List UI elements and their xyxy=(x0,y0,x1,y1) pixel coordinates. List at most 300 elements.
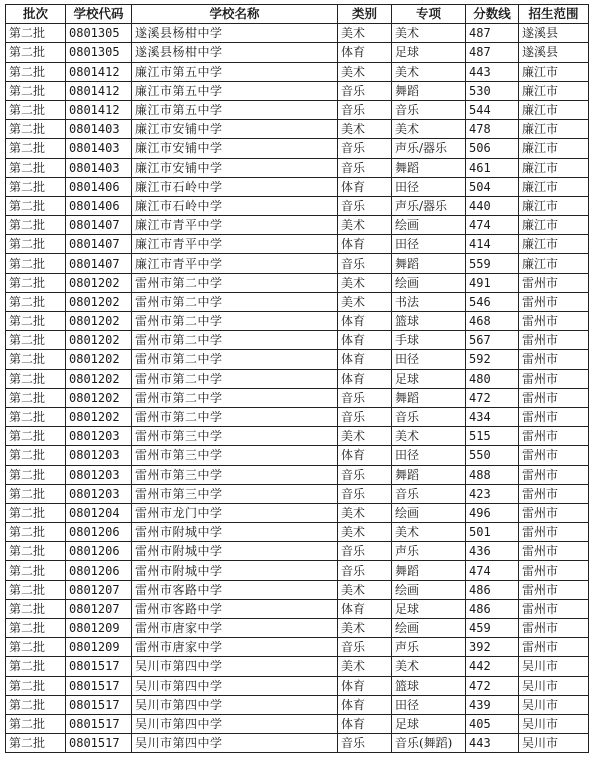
cell-school-name: 雷州市客路中学 xyxy=(132,599,338,618)
table-row xyxy=(6,503,589,522)
cell-batch: 第二批 xyxy=(6,599,66,618)
cell-enrollment-range: 雷州市 xyxy=(519,542,589,561)
cell-category: 音乐 xyxy=(338,407,392,426)
cell-specialty: 绘画 xyxy=(392,580,466,599)
cell-category: 体育 xyxy=(338,235,392,254)
table-row xyxy=(6,350,589,369)
cell-score-line: 544 xyxy=(466,100,519,119)
cell-score-line: 439 xyxy=(466,695,519,714)
cell-school-code: 0801202 xyxy=(66,369,132,388)
cell-batch: 第二批 xyxy=(6,312,66,331)
header-school-name: 学校名称 xyxy=(132,5,338,24)
cell-specialty: 舞蹈 xyxy=(392,388,466,407)
table-row xyxy=(6,216,589,235)
cell-batch: 第二批 xyxy=(6,139,66,158)
cell-batch: 第二批 xyxy=(6,120,66,139)
cell-score-line: 474 xyxy=(466,216,519,235)
cell-school-name: 廉江市石岭中学 xyxy=(132,196,338,215)
table-row xyxy=(6,695,589,714)
cell-enrollment-range: 雷州市 xyxy=(519,580,589,599)
cell-school-code: 0801203 xyxy=(66,465,132,484)
cell-specialty: 田径 xyxy=(392,177,466,196)
cell-category: 音乐 xyxy=(338,734,392,753)
cell-score-line: 405 xyxy=(466,714,519,733)
cell-enrollment-range: 吴川市 xyxy=(519,714,589,733)
table-row xyxy=(6,427,589,446)
admission-score-table xyxy=(5,4,589,753)
cell-specialty: 声乐 xyxy=(392,542,466,561)
cell-enrollment-range: 雷州市 xyxy=(519,484,589,503)
cell-batch: 第二批 xyxy=(6,734,66,753)
cell-school-code: 0801202 xyxy=(66,388,132,407)
cell-school-code: 0801412 xyxy=(66,100,132,119)
cell-specialty: 美术 xyxy=(392,523,466,542)
cell-score-line: 546 xyxy=(466,292,519,311)
table-row xyxy=(6,120,589,139)
cell-enrollment-range: 雷州市 xyxy=(519,465,589,484)
header-score-line: 分数线 xyxy=(466,5,519,24)
cell-enrollment-range: 雷州市 xyxy=(519,292,589,311)
cell-school-code: 0801206 xyxy=(66,523,132,542)
cell-category: 美术 xyxy=(338,120,392,139)
cell-school-name: 雷州市客路中学 xyxy=(132,580,338,599)
cell-specialty: 田径 xyxy=(392,446,466,465)
cell-batch: 第二批 xyxy=(6,484,66,503)
table-row xyxy=(6,407,589,426)
table-row xyxy=(6,657,589,676)
cell-specialty: 美术 xyxy=(392,24,466,43)
cell-batch: 第二批 xyxy=(6,523,66,542)
cell-school-name: 雷州市第二中学 xyxy=(132,273,338,292)
cell-school-code: 0801202 xyxy=(66,292,132,311)
cell-school-code: 0801305 xyxy=(66,43,132,62)
cell-batch: 第二批 xyxy=(6,561,66,580)
cell-category: 体育 xyxy=(338,331,392,350)
cell-category: 美术 xyxy=(338,503,392,522)
cell-score-line: 515 xyxy=(466,427,519,446)
cell-school-name: 廉江市第五中学 xyxy=(132,81,338,100)
table-row xyxy=(6,446,589,465)
cell-batch: 第二批 xyxy=(6,580,66,599)
cell-score-line: 434 xyxy=(466,407,519,426)
cell-category: 音乐 xyxy=(338,81,392,100)
cell-school-code: 0801203 xyxy=(66,427,132,446)
cell-school-name: 雷州市第二中学 xyxy=(132,350,338,369)
table-row xyxy=(6,714,589,733)
cell-specialty: 绘画 xyxy=(392,619,466,638)
cell-specialty: 田径 xyxy=(392,695,466,714)
cell-score-line: 559 xyxy=(466,254,519,273)
table-row xyxy=(6,580,589,599)
cell-school-code: 0801517 xyxy=(66,714,132,733)
cell-score-line: 440 xyxy=(466,196,519,215)
cell-school-code: 0801207 xyxy=(66,599,132,618)
cell-score-line: 423 xyxy=(466,484,519,503)
cell-school-name: 雷州市附城中学 xyxy=(132,523,338,542)
table-row xyxy=(6,599,589,618)
cell-enrollment-range: 雷州市 xyxy=(519,407,589,426)
cell-enrollment-range: 廉江市 xyxy=(519,235,589,254)
cell-school-code: 0801407 xyxy=(66,254,132,273)
cell-school-name: 廉江市安铺中学 xyxy=(132,120,338,139)
cell-category: 体育 xyxy=(338,177,392,196)
cell-school-name: 雷州市第二中学 xyxy=(132,407,338,426)
cell-category: 音乐 xyxy=(338,638,392,657)
cell-specialty: 音乐 xyxy=(392,484,466,503)
cell-specialty: 足球 xyxy=(392,43,466,62)
cell-category: 体育 xyxy=(338,714,392,733)
cell-school-code: 0801406 xyxy=(66,196,132,215)
cell-category: 体育 xyxy=(338,350,392,369)
table-row xyxy=(6,388,589,407)
cell-enrollment-range: 雷州市 xyxy=(519,388,589,407)
table-row xyxy=(6,177,589,196)
cell-score-line: 392 xyxy=(466,638,519,657)
cell-batch: 第二批 xyxy=(6,158,66,177)
cell-enrollment-range: 吴川市 xyxy=(519,734,589,753)
cell-specialty: 绘画 xyxy=(392,216,466,235)
cell-batch: 第二批 xyxy=(6,714,66,733)
cell-specialty: 美术 xyxy=(392,427,466,446)
cell-enrollment-range: 雷州市 xyxy=(519,427,589,446)
table-body xyxy=(6,24,589,753)
cell-enrollment-range: 廉江市 xyxy=(519,196,589,215)
table-row xyxy=(6,62,589,81)
cell-school-code: 0801403 xyxy=(66,120,132,139)
cell-category: 美术 xyxy=(338,619,392,638)
cell-school-code: 0801517 xyxy=(66,676,132,695)
table-row xyxy=(6,523,589,542)
cell-school-code: 0801202 xyxy=(66,273,132,292)
cell-enrollment-range: 雷州市 xyxy=(519,331,589,350)
cell-category: 美术 xyxy=(338,24,392,43)
cell-category: 音乐 xyxy=(338,139,392,158)
cell-score-line: 486 xyxy=(466,580,519,599)
cell-score-line: 504 xyxy=(466,177,519,196)
cell-batch: 第二批 xyxy=(6,388,66,407)
cell-category: 体育 xyxy=(338,369,392,388)
cell-school-name: 吴川市第四中学 xyxy=(132,734,338,753)
cell-batch: 第二批 xyxy=(6,235,66,254)
cell-category: 美术 xyxy=(338,523,392,542)
table-row xyxy=(6,465,589,484)
cell-category: 音乐 xyxy=(338,542,392,561)
cell-category: 体育 xyxy=(338,43,392,62)
cell-enrollment-range: 廉江市 xyxy=(519,177,589,196)
cell-school-name: 吴川市第四中学 xyxy=(132,714,338,733)
cell-score-line: 487 xyxy=(466,43,519,62)
table-row xyxy=(6,542,589,561)
cell-specialty: 声乐/器乐 xyxy=(392,139,466,158)
cell-score-line: 468 xyxy=(466,312,519,331)
cell-enrollment-range: 雷州市 xyxy=(519,599,589,618)
cell-category: 美术 xyxy=(338,216,392,235)
cell-school-name: 雷州市唐家中学 xyxy=(132,638,338,657)
cell-enrollment-range: 雷州市 xyxy=(519,503,589,522)
cell-score-line: 443 xyxy=(466,62,519,81)
cell-category: 体育 xyxy=(338,695,392,714)
cell-school-name: 吴川市第四中学 xyxy=(132,676,338,695)
cell-score-line: 443 xyxy=(466,734,519,753)
header-row xyxy=(6,5,589,24)
cell-school-name: 吴川市第四中学 xyxy=(132,657,338,676)
cell-school-name: 雷州市第二中学 xyxy=(132,292,338,311)
table-row xyxy=(6,254,589,273)
cell-enrollment-range: 廉江市 xyxy=(519,120,589,139)
cell-batch: 第二批 xyxy=(6,62,66,81)
cell-category: 音乐 xyxy=(338,100,392,119)
cell-category: 音乐 xyxy=(338,158,392,177)
cell-school-name: 雷州市唐家中学 xyxy=(132,619,338,638)
cell-enrollment-range: 雷州市 xyxy=(519,350,589,369)
cell-school-name: 廉江市安铺中学 xyxy=(132,158,338,177)
cell-score-line: 472 xyxy=(466,388,519,407)
table-row xyxy=(6,81,589,100)
cell-enrollment-range: 雷州市 xyxy=(519,619,589,638)
cell-school-name: 雷州市第三中学 xyxy=(132,427,338,446)
table-row xyxy=(6,100,589,119)
cell-school-name: 廉江市第五中学 xyxy=(132,62,338,81)
cell-enrollment-range: 遂溪县 xyxy=(519,24,589,43)
table-row xyxy=(6,331,589,350)
cell-specialty: 音乐(舞蹈) xyxy=(392,734,466,753)
cell-batch: 第二批 xyxy=(6,331,66,350)
cell-school-name: 廉江市第五中学 xyxy=(132,100,338,119)
cell-school-name: 雷州市附城中学 xyxy=(132,561,338,580)
table-row xyxy=(6,619,589,638)
cell-school-name: 雷州市第二中学 xyxy=(132,331,338,350)
cell-score-line: 461 xyxy=(466,158,519,177)
cell-school-name: 吴川市第四中学 xyxy=(132,695,338,714)
table-row xyxy=(6,24,589,43)
cell-category: 美术 xyxy=(338,292,392,311)
header-category: 类别 xyxy=(338,5,392,24)
cell-batch: 第二批 xyxy=(6,465,66,484)
cell-category: 美术 xyxy=(338,427,392,446)
cell-specialty: 足球 xyxy=(392,369,466,388)
cell-specialty: 田径 xyxy=(392,235,466,254)
cell-specialty: 音乐 xyxy=(392,407,466,426)
cell-school-name: 廉江市青平中学 xyxy=(132,216,338,235)
table-row xyxy=(6,273,589,292)
cell-enrollment-range: 廉江市 xyxy=(519,81,589,100)
cell-batch: 第二批 xyxy=(6,24,66,43)
cell-school-code: 0801202 xyxy=(66,350,132,369)
cell-category: 音乐 xyxy=(338,254,392,273)
document-page xyxy=(5,4,589,753)
cell-school-name: 遂溪县杨柑中学 xyxy=(132,24,338,43)
cell-school-code: 0801412 xyxy=(66,62,132,81)
header-batch: 批次 xyxy=(6,5,66,24)
cell-score-line: 478 xyxy=(466,120,519,139)
cell-score-line: 486 xyxy=(466,599,519,618)
cell-school-code: 0801206 xyxy=(66,561,132,580)
cell-score-line: 496 xyxy=(466,503,519,522)
cell-category: 美术 xyxy=(338,273,392,292)
cell-score-line: 501 xyxy=(466,523,519,542)
cell-enrollment-range: 吴川市 xyxy=(519,657,589,676)
cell-specialty: 声乐 xyxy=(392,638,466,657)
cell-school-name: 廉江市青平中学 xyxy=(132,254,338,273)
cell-school-name: 廉江市石岭中学 xyxy=(132,177,338,196)
cell-batch: 第二批 xyxy=(6,407,66,426)
cell-score-line: 530 xyxy=(466,81,519,100)
cell-score-line: 414 xyxy=(466,235,519,254)
cell-category: 体育 xyxy=(338,676,392,695)
cell-enrollment-range: 雷州市 xyxy=(519,273,589,292)
cell-score-line: 550 xyxy=(466,446,519,465)
cell-specialty: 舞蹈 xyxy=(392,254,466,273)
cell-category: 体育 xyxy=(338,599,392,618)
cell-school-code: 0801517 xyxy=(66,695,132,714)
cell-score-line: 472 xyxy=(466,676,519,695)
cell-score-line: 480 xyxy=(466,369,519,388)
cell-score-line: 442 xyxy=(466,657,519,676)
cell-batch: 第二批 xyxy=(6,638,66,657)
table-row xyxy=(6,196,589,215)
cell-specialty: 书法 xyxy=(392,292,466,311)
cell-school-code: 0801202 xyxy=(66,407,132,426)
cell-specialty: 绘画 xyxy=(392,503,466,522)
cell-specialty: 美术 xyxy=(392,657,466,676)
table-row xyxy=(6,158,589,177)
cell-specialty: 舞蹈 xyxy=(392,561,466,580)
cell-batch: 第二批 xyxy=(6,446,66,465)
cell-specialty: 美术 xyxy=(392,62,466,81)
cell-school-name: 雷州市第三中学 xyxy=(132,484,338,503)
cell-school-code: 0801203 xyxy=(66,484,132,503)
cell-batch: 第二批 xyxy=(6,619,66,638)
cell-batch: 第二批 xyxy=(6,292,66,311)
cell-school-code: 0801403 xyxy=(66,158,132,177)
cell-category: 美术 xyxy=(338,580,392,599)
cell-specialty: 舞蹈 xyxy=(392,158,466,177)
cell-school-name: 遂溪县杨柑中学 xyxy=(132,43,338,62)
table-row xyxy=(6,484,589,503)
cell-school-code: 0801204 xyxy=(66,503,132,522)
cell-school-name: 雷州市第二中学 xyxy=(132,369,338,388)
cell-school-name: 雷州市第二中学 xyxy=(132,312,338,331)
cell-enrollment-range: 廉江市 xyxy=(519,158,589,177)
header-enrollment-range: 招生范围 xyxy=(519,5,589,24)
cell-batch: 第二批 xyxy=(6,177,66,196)
cell-school-code: 0801403 xyxy=(66,139,132,158)
cell-batch: 第二批 xyxy=(6,350,66,369)
cell-enrollment-range: 廉江市 xyxy=(519,254,589,273)
cell-batch: 第二批 xyxy=(6,427,66,446)
cell-specialty: 手球 xyxy=(392,331,466,350)
cell-school-code: 0801517 xyxy=(66,734,132,753)
cell-category: 体育 xyxy=(338,446,392,465)
cell-specialty: 足球 xyxy=(392,714,466,733)
cell-school-code: 0801206 xyxy=(66,542,132,561)
cell-school-name: 廉江市青平中学 xyxy=(132,235,338,254)
cell-batch: 第二批 xyxy=(6,657,66,676)
cell-batch: 第二批 xyxy=(6,254,66,273)
cell-school-code: 0801203 xyxy=(66,446,132,465)
cell-school-name: 雷州市第二中学 xyxy=(132,388,338,407)
cell-specialty: 音乐 xyxy=(392,100,466,119)
cell-school-code: 0801209 xyxy=(66,638,132,657)
cell-specialty: 声乐/器乐 xyxy=(392,196,466,215)
cell-batch: 第二批 xyxy=(6,100,66,119)
cell-specialty: 绘画 xyxy=(392,273,466,292)
table-row xyxy=(6,312,589,331)
table-row xyxy=(6,139,589,158)
cell-school-code: 0801412 xyxy=(66,81,132,100)
table-row xyxy=(6,676,589,695)
table-row xyxy=(6,43,589,62)
cell-batch: 第二批 xyxy=(6,676,66,695)
cell-specialty: 舞蹈 xyxy=(392,465,466,484)
cell-score-line: 506 xyxy=(466,139,519,158)
cell-specialty: 篮球 xyxy=(392,312,466,331)
cell-enrollment-range: 吴川市 xyxy=(519,676,589,695)
cell-batch: 第二批 xyxy=(6,503,66,522)
cell-batch: 第二批 xyxy=(6,273,66,292)
cell-category: 体育 xyxy=(338,312,392,331)
cell-school-name: 廉江市安铺中学 xyxy=(132,139,338,158)
cell-score-line: 487 xyxy=(466,24,519,43)
cell-batch: 第二批 xyxy=(6,196,66,215)
cell-enrollment-range: 雷州市 xyxy=(519,369,589,388)
cell-enrollment-range: 雷州市 xyxy=(519,312,589,331)
cell-school-code: 0801207 xyxy=(66,580,132,599)
cell-school-name: 雷州市龙门中学 xyxy=(132,503,338,522)
cell-batch: 第二批 xyxy=(6,216,66,235)
table-header xyxy=(6,5,589,24)
cell-enrollment-range: 吴川市 xyxy=(519,695,589,714)
cell-enrollment-range: 雷州市 xyxy=(519,446,589,465)
table-row xyxy=(6,369,589,388)
cell-score-line: 459 xyxy=(466,619,519,638)
header-school-code: 学校代码 xyxy=(66,5,132,24)
cell-enrollment-range: 雷州市 xyxy=(519,638,589,657)
table-row xyxy=(6,734,589,753)
cell-enrollment-range: 廉江市 xyxy=(519,216,589,235)
cell-school-code: 0801407 xyxy=(66,235,132,254)
cell-school-code: 0801517 xyxy=(66,657,132,676)
cell-category: 音乐 xyxy=(338,388,392,407)
cell-batch: 第二批 xyxy=(6,81,66,100)
cell-enrollment-range: 廉江市 xyxy=(519,139,589,158)
cell-specialty: 田径 xyxy=(392,350,466,369)
cell-batch: 第二批 xyxy=(6,43,66,62)
cell-school-code: 0801407 xyxy=(66,216,132,235)
cell-category: 音乐 xyxy=(338,561,392,580)
cell-score-line: 436 xyxy=(466,542,519,561)
cell-enrollment-range: 雷州市 xyxy=(519,523,589,542)
cell-enrollment-range: 廉江市 xyxy=(519,100,589,119)
cell-school-code: 0801209 xyxy=(66,619,132,638)
cell-specialty: 舞蹈 xyxy=(392,81,466,100)
cell-specialty: 篮球 xyxy=(392,676,466,695)
table-row xyxy=(6,638,589,657)
cell-enrollment-range: 廉江市 xyxy=(519,62,589,81)
cell-score-line: 592 xyxy=(466,350,519,369)
header-specialty: 专项 xyxy=(392,5,466,24)
table-row xyxy=(6,561,589,580)
cell-school-code: 0801202 xyxy=(66,331,132,350)
cell-specialty: 足球 xyxy=(392,599,466,618)
cell-batch: 第二批 xyxy=(6,695,66,714)
cell-school-code: 0801406 xyxy=(66,177,132,196)
cell-batch: 第二批 xyxy=(6,369,66,388)
cell-category: 音乐 xyxy=(338,196,392,215)
cell-school-name: 雷州市第三中学 xyxy=(132,465,338,484)
cell-enrollment-range: 雷州市 xyxy=(519,561,589,580)
cell-score-line: 488 xyxy=(466,465,519,484)
